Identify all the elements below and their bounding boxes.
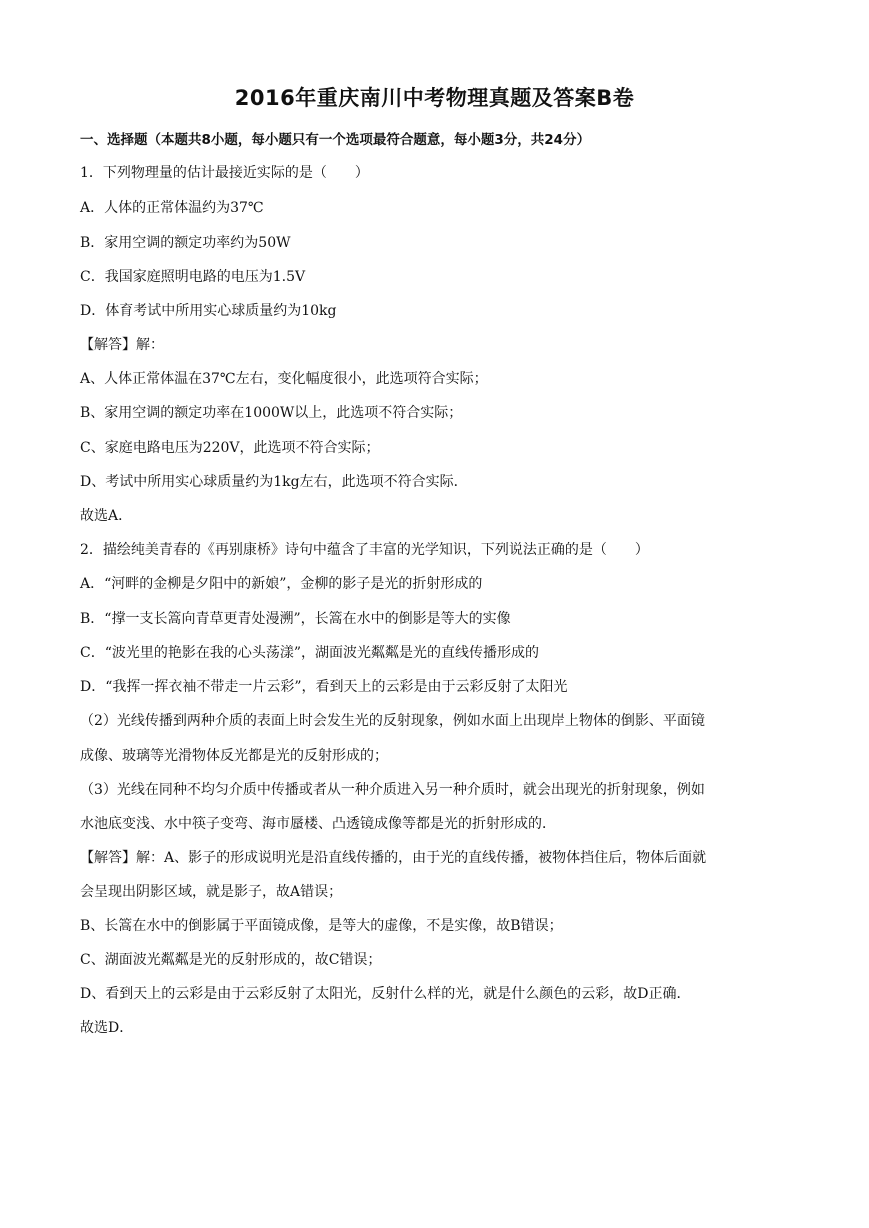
question-2-option-d: D．“我挥一挥衣袖不带走一片云彩”，看到天上的云彩是由于云彩反射了太阳光 xyxy=(80,679,568,695)
section-heading: 一、选择题（本题共8小题，每小题只有一个选项最符合题意，每小题3分，共24分） xyxy=(80,132,591,148)
answer-1-header: 【解答】解： xyxy=(80,337,164,353)
answer-2-line: B、长篙在水中的倒影属于平面镜成像，是等大的虚像，不是实像，故B错误； xyxy=(80,918,563,934)
analysis-line: 水池底变浅、水中筷子变弯、海市蜃楼、凸透镜成像等都是光的折射形成的． xyxy=(80,816,556,832)
question-1-stem: 1．下列物理量的估计最接近实际的是（ ） xyxy=(80,165,369,181)
question-2-option-b: B．“撑一支长篙向青草更青处漫溯”，长篙在水中的倒影是等大的实像 xyxy=(80,611,511,627)
question-1-option-b: B．家用空调的额定功率约为50W xyxy=(80,235,291,251)
answer-1-line: B、家用空调的额定功率在1000W以上，此选项不符合实际； xyxy=(80,405,463,421)
answer-2-choice: 故选D． xyxy=(80,1020,134,1036)
analysis-line: 成像、玻璃等光滑物体反光都是光的反射形成的； xyxy=(80,748,388,764)
answer-1-choice: 故选A． xyxy=(80,508,133,524)
document-title: 2016年重庆南川中考物理真题及答案B卷 xyxy=(234,86,635,110)
question-1-option-c: C．我国家庭照明电路的电压为1.5V xyxy=(80,269,306,285)
question-2-option-c: C．“波光里的艳影在我的心头荡漾”，湖面波光粼粼是光的直线传播形成的 xyxy=(80,645,540,661)
analysis-line: （2）光线传播到两种介质的表面上时会发生光的反射现象，例如水面上出现岸上物体的倒影、平面镜 xyxy=(80,713,705,729)
answer-1-line: A、人体正常体温在37℃左右，变化幅度很小，此选项符合实际； xyxy=(80,371,488,387)
answer-1-line: D、考试中所用实心球质量约为1kg左右，此选项不符合实际． xyxy=(80,474,468,490)
answer-2-line: D、看到天上的云彩是由于云彩反射了太阳光，反射什么样的光，就是什么颜色的云彩，故D正确． xyxy=(80,986,691,1002)
answer-2-line: 会呈现出阴影区域，就是影子，故A错误； xyxy=(80,884,343,900)
answer-2-line: 【解答】解：A、影子的形成说明光是沿直线传播的，由于光的直线传播，被物体挡住后，物体后面就 xyxy=(80,850,707,866)
question-1-option-a: A．人体的正常体温约为37℃ xyxy=(80,200,264,216)
question-2-option-a: A．“河畔的金柳是夕阳中的新娘”，金柳的影子是光的折射形成的 xyxy=(80,576,483,592)
question-2-stem: 2．描绘纯美青春的《再别康桥》诗句中蕴含了丰富的光学知识，下列说法正确的是（ ） xyxy=(80,542,649,558)
answer-2-line: C、湖面波光粼粼是光的反射形成的，故C错误； xyxy=(80,952,382,968)
question-1-option-d: D．体育考试中所用实心球质量约为10kg xyxy=(80,303,337,319)
answer-1-line: C、家庭电路电压为220V，此选项不符合实际； xyxy=(80,440,380,456)
analysis-line: （3）光线在同种不均匀介质中传播或者从一种介质进入另一种介质时，就会出现光的折射现象，例如 xyxy=(80,782,705,798)
